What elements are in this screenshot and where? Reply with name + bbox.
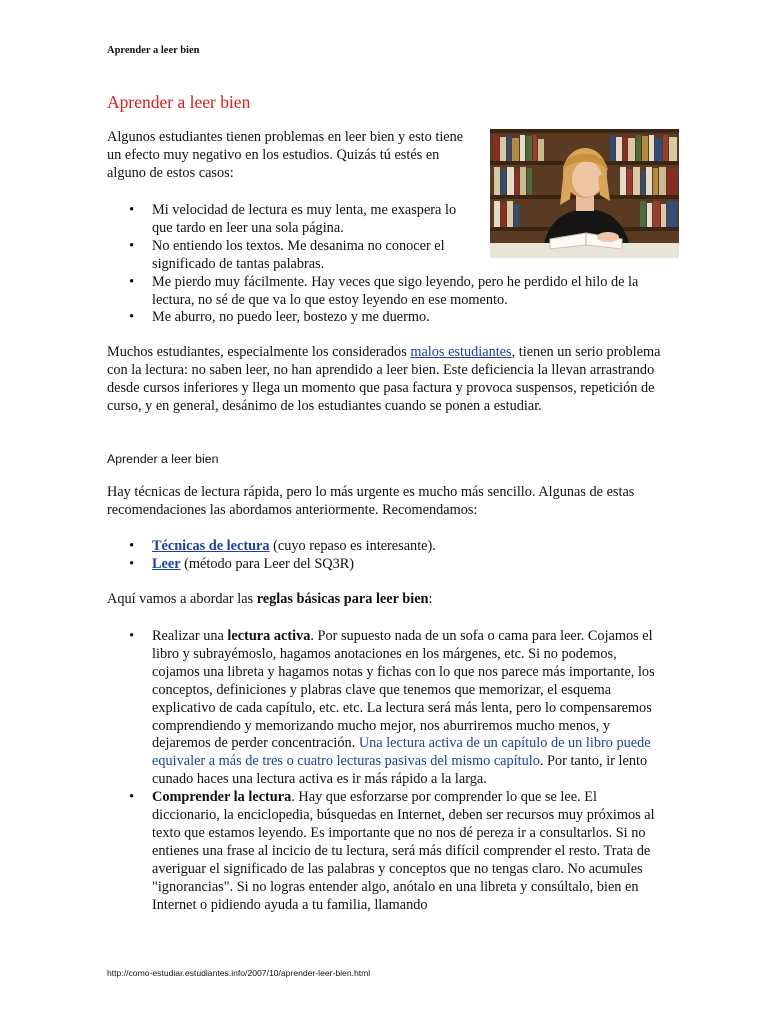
list-item: • No entiendo los textos. Me desanima no conocer el significado de tantas palabras.	[107, 238, 479, 274]
list-item: • Comprender la lectura. Hay que esforzarse por comprender lo que se lee. El diccionario, la enciclopedia, búsquedas en Internet, deben ser recursos muy próximos al texto que estamos leyendo. Es importante que no nos dé pereza ir a consultarlos. Si no entienes una frase al incicio de tu lectura, será más difícil comprender el resto. Trata de averiguar el significado de las palabras y conceptos que no tengas claro. No acumules "ignorancias". Si no logras entender algo, anótalo en una libreta y consúltalo, bien en Internet o pidiendo ayuda a tu familia, llamando	[107, 789, 667, 914]
malos-estudiantes-link[interactable]: malos estudiantes	[410, 344, 512, 360]
intro-paragraph: Algunos estudiantes tienen problemas en leer bien y esto tiene un efecto muy negativo en los estudios. Quizás tú estés en alguno de estos casos:	[107, 129, 464, 181]
rules-intro-paragraph: Aquí vamos a abordar las reglas básicas para leer bien:	[107, 591, 433, 607]
list-item: • Me pierdo muy fácilmente. Hay veces que sigo leyendo, pero he perdido el hilo de la lectura, no sé de que va lo que estoy leyendo en ese momento.	[107, 274, 667, 310]
reading-problems-list	[107, 202, 667, 327]
lectura-activa-link[interactable]: Una lectura activa de un capítulo de un libro puede equivaler a más de tres o cuatro lecturas pasivas del mismo capítulo	[152, 735, 651, 770]
recommended-links-list	[107, 538, 667, 574]
techniques-paragraph: Hay técnicas de lectura rápida, pero lo más urgente es mucho más sencillo. Algunas de estas recomendaciones las abordamos anteriormente. Recomendamos:	[107, 484, 635, 518]
leer-link[interactable]: Leer	[152, 555, 181, 572]
reading-rules-list	[107, 628, 667, 915]
list-item: • Realizar una lectura activa. Por supuesto nada de un sofa o cama para leer. Cojamos el libro y subrayémoslo, hagamos anotaciones en los márgenes, etc. Si no podemos, cojamos una libreta y hagamos notas y fichas con lo que nos parece más importante, los conceptos, definiciones y plabras clave que tenemos que memorizar, el esquema explicativo de cada capítulo, etc. etc. La lectura será más lenta, pero lo compensaremos comprendiendo y memorizando mucho mejor, nos aburriremos mucho menos, y dejaremos de perder concentración. Una lectura activa de un capítulo de un libro puede equivaler a más de tres o cuatro lecturas pasivas del mismo capítulo. Por tanto, ir lento cunado haces una lectura activa es ir más rápido a la larga.	[107, 628, 667, 789]
list-item: • Leer (método para Leer del SQ3R)	[107, 556, 667, 574]
list-item: • Me aburro, no puedo leer, bostezo y me duermo.	[107, 309, 667, 327]
list-item: • Técnicas de lectura (cuyo repaso es interesante).	[107, 538, 667, 556]
list-item: • Mi velocidad de lectura es muy lenta, me exaspera lo que tardo en leer una sola página.	[107, 202, 479, 238]
running-header: Aprender a leer bien	[107, 45, 200, 56]
students-paragraph: Muchos estudiantes, especialmente los considerados malos estudiantes, tienen un serio problema con la lectura: no saben leer, no han aprendido a leer bien. Este deficiencia la llevan arrastrando desde cursos inferiores y llega un momento que pasa factura y provoca suspensos, repetición de curso, y en general, desánimo de los estudiantes cuando se ponen a estudiar.	[107, 344, 661, 414]
article-title: Aprender a leer bien	[107, 92, 251, 112]
section-heading: Aprender a leer bien	[107, 452, 219, 466]
tecnicas-lectura-link[interactable]: Técnicas de lectura	[152, 538, 270, 554]
source-url-footer: http://como-estudiar.estudiantes.info/2007/10/aprender-leer-bien.html	[107, 968, 371, 978]
